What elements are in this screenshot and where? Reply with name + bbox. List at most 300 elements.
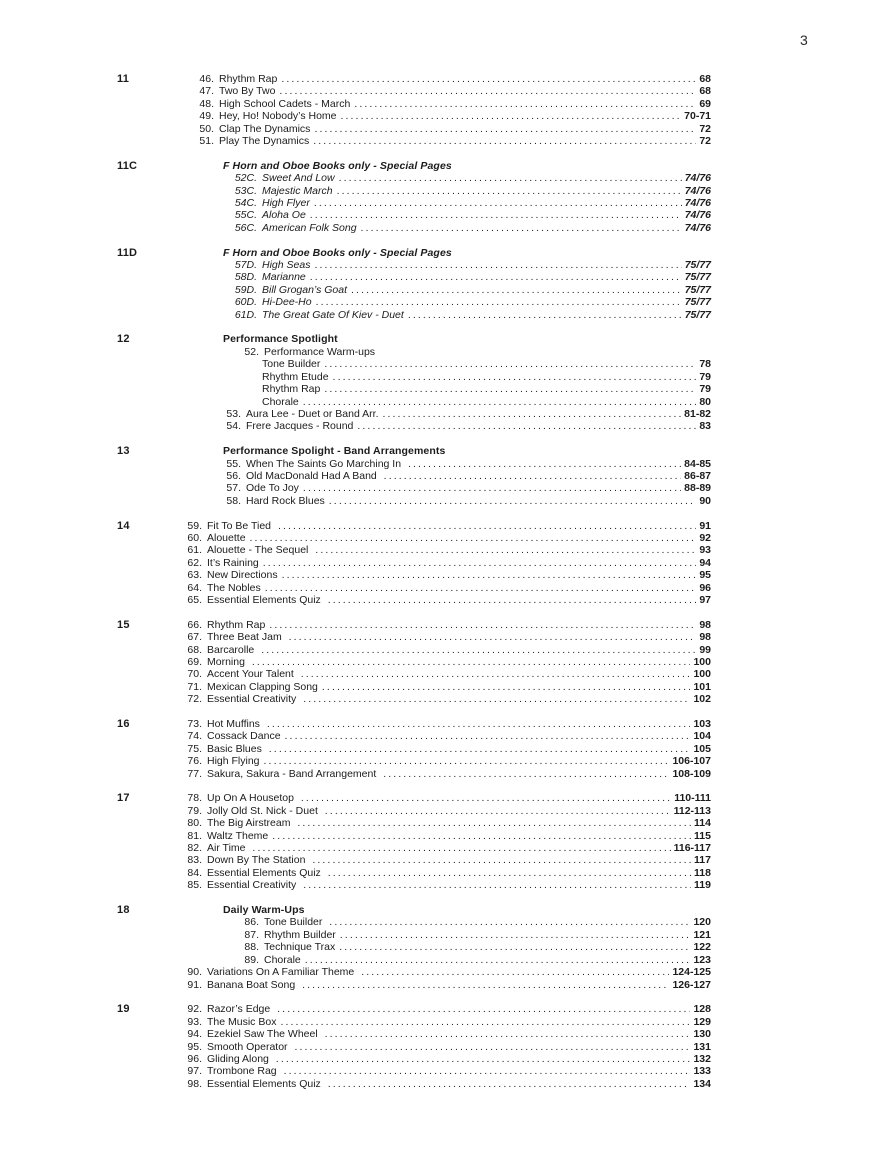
dot-leader xyxy=(305,954,691,966)
dot-leader xyxy=(328,1078,691,1090)
dot-leader xyxy=(265,582,697,594)
toc-entry xyxy=(185,209,711,221)
entry-number: 79. xyxy=(187,804,202,817)
toc-entry xyxy=(185,966,711,978)
section-rows xyxy=(185,718,711,780)
toc-entry xyxy=(185,656,711,668)
toc-entry xyxy=(185,979,711,991)
entry-title: Play The Dynamics xyxy=(219,135,310,148)
entry-number: 86. xyxy=(244,916,259,929)
dot-leader xyxy=(269,743,691,755)
entry-number: 76. xyxy=(187,755,202,768)
entry-number: 67. xyxy=(187,631,202,644)
dot-leader xyxy=(272,830,691,842)
section-header xyxy=(185,247,711,259)
dot-leader xyxy=(310,209,682,221)
dot-leader xyxy=(277,1003,690,1015)
entry-page: 134 xyxy=(693,1077,711,1090)
unit-number: 13 xyxy=(117,445,130,458)
entry-page: 105 xyxy=(693,742,711,755)
dot-leader xyxy=(408,309,682,321)
entry-number: 60. xyxy=(187,531,202,544)
toc-entry xyxy=(185,458,711,470)
section-rows xyxy=(185,619,711,706)
entry-number: 90. xyxy=(187,966,202,979)
entry-page: 72 xyxy=(699,135,711,148)
unit-number: 18 xyxy=(117,904,130,917)
toc-section xyxy=(117,904,711,991)
unit-number: 11 xyxy=(117,73,130,85)
entry-title: Rhythm Rap xyxy=(207,618,266,631)
toc-entry xyxy=(185,805,711,817)
toc-entry xyxy=(185,693,711,705)
entry-page: 110-111 xyxy=(674,792,711,805)
dot-leader xyxy=(325,805,671,817)
entry-number: 53. xyxy=(226,407,241,420)
entry-page: 90 xyxy=(699,494,711,507)
section-rows xyxy=(185,333,711,432)
dot-leader xyxy=(329,495,697,507)
entry-number: 75. xyxy=(187,742,202,755)
entry-page: 108-109 xyxy=(672,767,711,780)
entry-number: 48. xyxy=(199,97,214,110)
section-header xyxy=(185,160,711,172)
entry-page: 75/77 xyxy=(684,283,711,296)
entry-title: Three Beat Jam xyxy=(207,631,285,644)
section-header-text: Daily Warm-Ups xyxy=(223,904,305,917)
entry-number: 60D. xyxy=(234,296,257,309)
entry-page: 74/76 xyxy=(684,184,711,197)
entry-title: Frere Jacques - Round xyxy=(246,420,354,433)
toc-entry xyxy=(185,755,711,767)
entry-number: 73. xyxy=(187,718,202,731)
entry-page: 68 xyxy=(699,73,711,85)
dot-leader xyxy=(408,458,681,470)
entry-number: 88. xyxy=(244,941,259,954)
toc-entry xyxy=(185,284,711,296)
entry-title: Chorale xyxy=(264,953,301,966)
dot-leader xyxy=(264,755,670,767)
dot-leader xyxy=(337,185,682,197)
entry-title: Essential Creativity xyxy=(207,693,300,706)
dot-leader xyxy=(383,768,669,780)
entry-title: Banana Boat Song xyxy=(207,978,299,991)
toc-entry xyxy=(185,197,711,209)
entry-number: 59D. xyxy=(234,283,257,296)
dot-leader xyxy=(314,197,682,209)
dot-leader xyxy=(301,792,671,804)
entry-title: Air Time xyxy=(207,842,249,855)
dot-leader xyxy=(314,123,696,135)
dot-leader xyxy=(333,371,697,383)
entry-title: The Music Box xyxy=(207,1015,277,1028)
entry-number: 84. xyxy=(187,866,202,879)
entry-title: Essential Elements Quiz xyxy=(207,1077,324,1090)
entry-page: 91 xyxy=(699,519,711,532)
entry-title: Hey, Ho! Nobody’s Home xyxy=(219,110,337,123)
entry-number: 92. xyxy=(187,1003,202,1016)
dot-leader xyxy=(269,619,696,631)
dot-leader xyxy=(340,929,691,941)
entry-page: 103 xyxy=(693,718,711,731)
toc-entry xyxy=(185,569,711,581)
dot-leader xyxy=(357,420,696,432)
entry-title: Marianne xyxy=(262,271,306,284)
toc-entry xyxy=(185,681,711,693)
dot-leader xyxy=(328,867,691,879)
dot-leader xyxy=(328,594,697,606)
entry-page: 129 xyxy=(693,1015,711,1028)
entry-title: Tone Builder xyxy=(264,916,326,929)
entry-title: Alouette - The Sequel xyxy=(207,544,312,557)
entry-title: Mexican Clapping Song xyxy=(207,680,318,693)
dot-leader xyxy=(339,172,682,184)
entry-page: 75/77 xyxy=(684,271,711,284)
dot-leader xyxy=(322,681,691,693)
entry-title: Essential Creativity xyxy=(207,879,300,892)
entry-title: Rhythm Rap xyxy=(262,383,321,396)
dot-leader xyxy=(252,656,691,668)
entry-page: 102 xyxy=(693,693,711,706)
entry-number: 71. xyxy=(187,680,202,693)
entry-number: 57D. xyxy=(234,259,257,272)
toc-section xyxy=(117,619,711,706)
unit-number: 11D xyxy=(117,246,138,259)
entry-page: 101 xyxy=(693,680,711,693)
section-rows xyxy=(185,247,711,321)
toc-entry xyxy=(185,532,711,544)
entry-page: 116-117 xyxy=(673,842,711,855)
entry-number: 57. xyxy=(226,482,241,495)
toc-entry xyxy=(185,383,711,395)
entry-page: 131 xyxy=(693,1040,711,1053)
dot-leader xyxy=(252,842,670,854)
entry-number: 54C. xyxy=(234,197,257,210)
entry-page: 88-89 xyxy=(684,482,711,495)
entry-page: 132 xyxy=(693,1052,711,1065)
entry-title: Razor’s Edge xyxy=(207,1003,274,1016)
entry-number: 80. xyxy=(187,817,202,830)
toc-entry xyxy=(185,222,711,234)
entry-page: 99 xyxy=(699,643,711,656)
entry-page: 70-71 xyxy=(684,110,711,123)
dot-leader xyxy=(312,854,691,866)
entry-page: 97 xyxy=(699,593,711,606)
entry-number: 89. xyxy=(244,953,259,966)
entry-page: 83 xyxy=(699,420,711,433)
toc-entry xyxy=(185,110,711,122)
toc-entry xyxy=(185,470,711,482)
dot-leader xyxy=(301,668,691,680)
section-header xyxy=(185,445,711,457)
dot-leader xyxy=(282,569,697,581)
entry-title: Old MacDonald Had A Band xyxy=(246,469,380,482)
toc-section xyxy=(117,73,711,147)
entry-title: Technique Trax xyxy=(264,941,336,954)
entry-page: 133 xyxy=(693,1065,711,1078)
dot-leader xyxy=(361,966,669,978)
entry-title: Essential Elements Quiz xyxy=(207,593,324,606)
toc-entry xyxy=(185,1041,711,1053)
toc-entry xyxy=(185,879,711,891)
entry-number: 68. xyxy=(187,643,202,656)
section-header-text: F Horn and Oboe Books only - Special Pages xyxy=(223,159,452,172)
entry-page: 86-87 xyxy=(684,469,711,482)
toc-entry xyxy=(185,582,711,594)
dot-leader xyxy=(250,532,697,544)
toc-entry xyxy=(185,123,711,135)
entry-page: 74/76 xyxy=(684,221,711,234)
entry-number: 52C. xyxy=(234,172,257,185)
entry-page: 79 xyxy=(699,370,711,383)
dot-leader xyxy=(303,482,681,494)
toc-entry xyxy=(185,730,711,742)
entry-title: American Folk Song xyxy=(262,221,357,234)
entry-page: 74/76 xyxy=(684,209,711,222)
entry-number: 95. xyxy=(187,1040,202,1053)
toc-entry xyxy=(185,1053,711,1065)
entry-number: 69. xyxy=(187,656,202,668)
entry-page: 128 xyxy=(693,1003,711,1016)
entry-number: 77. xyxy=(187,767,202,780)
entry-number: 87. xyxy=(244,928,259,941)
toc-entry xyxy=(185,1016,711,1028)
toc-entry xyxy=(185,792,711,804)
entry-number: 64. xyxy=(187,581,202,594)
section-rows xyxy=(185,160,711,234)
entry-page: 124-125 xyxy=(672,966,711,979)
entry-page: 120 xyxy=(693,916,711,929)
toc-entry xyxy=(185,135,711,147)
dot-leader xyxy=(289,631,697,643)
entry-number: 49. xyxy=(199,110,214,123)
dot-leader xyxy=(324,383,696,395)
unit-number: 14 xyxy=(117,519,130,532)
toc-entry xyxy=(185,817,711,829)
toc-entry xyxy=(185,1003,711,1015)
toc-entry xyxy=(185,420,711,432)
toc-entry xyxy=(185,768,711,780)
entry-number: 93. xyxy=(187,1015,202,1028)
entry-number: 62. xyxy=(187,556,202,569)
toc-entry xyxy=(185,73,711,85)
entry-title: Rhythm Builder xyxy=(264,928,336,941)
entry-page: 69 xyxy=(699,97,711,110)
toc-entry xyxy=(185,954,711,966)
entry-title: Morning xyxy=(207,656,248,668)
entry-title: Fit To Be Tied xyxy=(207,519,274,532)
unit-number: 19 xyxy=(117,1003,130,1016)
toc-section xyxy=(117,160,711,234)
entry-number: 55. xyxy=(226,457,241,470)
entry-page: 92 xyxy=(699,531,711,544)
unit-number: 12 xyxy=(117,333,130,346)
entry-number: 97. xyxy=(187,1065,202,1078)
toc-entry xyxy=(185,854,711,866)
entry-number: 51. xyxy=(199,135,214,148)
entry-title: High Seas xyxy=(262,259,311,272)
entry-number: 55C. xyxy=(234,209,257,222)
toc-section xyxy=(117,1003,711,1090)
toc-entry xyxy=(185,631,711,643)
unit-number: 16 xyxy=(117,718,130,731)
entry-title: Rhythm Rap xyxy=(219,73,278,85)
entry-page: 94 xyxy=(699,556,711,569)
entry-title: Sakura, Sakura - Band Arrangement xyxy=(207,767,380,780)
dot-leader xyxy=(302,979,669,991)
entry-number: 50. xyxy=(199,122,214,135)
entry-number: 52. xyxy=(244,345,259,358)
entry-page: 68 xyxy=(699,85,711,98)
entry-title: Two By Two xyxy=(219,85,276,98)
entry-title: Hard Rock Blues xyxy=(246,494,325,507)
toc-entry xyxy=(185,396,711,408)
toc-entry xyxy=(185,544,711,556)
toc-entry xyxy=(185,594,711,606)
entry-page: 93 xyxy=(699,544,711,557)
entry-page: 95 xyxy=(699,569,711,582)
toc-entry xyxy=(185,557,711,569)
toc-entry xyxy=(185,1028,711,1040)
entry-page: 75/77 xyxy=(684,259,711,272)
dot-leader xyxy=(294,1041,690,1053)
toc-entry xyxy=(185,941,711,953)
dot-leader xyxy=(297,817,691,829)
dot-leader xyxy=(324,358,696,370)
toc-entry xyxy=(185,185,711,197)
entry-title: Basic Blues xyxy=(207,742,265,755)
entry-title: Ode To Joy xyxy=(246,482,299,495)
dot-leader xyxy=(383,408,682,420)
entry-page: 130 xyxy=(693,1028,711,1041)
entry-page: 122 xyxy=(693,941,711,954)
entry-number: 47. xyxy=(199,85,214,98)
entry-title: Waltz Theme xyxy=(207,829,269,842)
entry-number: 98. xyxy=(187,1077,202,1090)
entry-number: 85. xyxy=(187,879,202,892)
table-of-contents xyxy=(117,73,711,1090)
entry-title: High Flying xyxy=(207,755,260,768)
entry-number: 70. xyxy=(187,668,202,681)
entry-page: 81-82 xyxy=(684,407,711,420)
entry-page: 100 xyxy=(693,668,711,681)
dot-leader xyxy=(313,135,696,147)
entry-page: 106-107 xyxy=(672,755,711,768)
toc-section xyxy=(117,445,711,507)
section-header xyxy=(185,333,711,345)
entry-number: 46. xyxy=(199,73,214,85)
entry-page: 75/77 xyxy=(684,296,711,309)
entry-title: Ezekiel Saw The Wheel xyxy=(207,1028,321,1041)
entry-title: Accent Your Talent xyxy=(207,668,297,681)
dot-leader xyxy=(384,470,681,482)
dot-leader xyxy=(339,941,690,953)
toc-entry xyxy=(185,668,711,680)
dot-leader xyxy=(303,879,691,891)
dot-leader xyxy=(280,1016,690,1028)
entry-title: Jolly Old St. Nick - Duet xyxy=(207,804,321,817)
entry-title: Bill Grogan’s Goat xyxy=(262,283,348,296)
dot-leader xyxy=(314,259,681,271)
dot-leader xyxy=(276,1053,691,1065)
entry-number: 61D. xyxy=(234,308,257,321)
toc-entry xyxy=(185,743,711,755)
toc-entry xyxy=(185,495,711,507)
entry-number: 58. xyxy=(226,494,241,507)
entry-title: New Directions xyxy=(207,569,278,582)
dot-leader xyxy=(315,544,696,556)
entry-title: Smooth Operator xyxy=(207,1040,291,1053)
toc-entry xyxy=(185,619,711,631)
entry-title: Aloha Oe xyxy=(262,209,306,222)
entry-page: 123 xyxy=(693,953,711,966)
dot-leader xyxy=(281,73,696,85)
section-rows xyxy=(185,73,711,147)
section-header-text: Performance Spotlight xyxy=(223,333,338,346)
entry-page: 115 xyxy=(694,829,711,842)
toc-entry xyxy=(185,85,711,97)
entry-page: 112-113 xyxy=(673,804,711,817)
entry-page: 74/76 xyxy=(684,172,711,185)
entry-page: 98 xyxy=(699,631,711,644)
dot-leader xyxy=(310,271,682,283)
entry-title: High School Cadets - March xyxy=(219,97,351,110)
dot-leader xyxy=(284,1065,691,1077)
toc-entry xyxy=(185,172,711,184)
section-rows xyxy=(185,1003,711,1090)
section-rows xyxy=(185,792,711,891)
entry-title: When The Saints Go Marching In xyxy=(246,457,404,470)
entry-title: Majestic March xyxy=(262,184,333,197)
toc-entry xyxy=(185,482,711,494)
toc-entry xyxy=(185,358,711,370)
entry-number: 72. xyxy=(187,693,202,706)
entry-title: Trombone Rag xyxy=(207,1065,280,1078)
entry-number: 63. xyxy=(187,569,202,582)
section-header-text: Performance Spolight - Band Arrangements xyxy=(223,445,446,458)
entry-page: 119 xyxy=(694,879,711,892)
entry-number: 54. xyxy=(226,420,241,433)
entry-title: The Big Airstream xyxy=(207,817,294,830)
toc-entry xyxy=(185,346,711,358)
entry-title: Chorale xyxy=(262,395,299,408)
section-rows xyxy=(185,904,711,991)
entry-number: 78. xyxy=(187,792,202,805)
toc-entry xyxy=(185,371,711,383)
entry-page: 79 xyxy=(699,383,711,396)
entry-page: 78 xyxy=(699,358,711,371)
entry-title: Hi-Dee-Ho xyxy=(262,296,312,309)
entry-number: 74. xyxy=(187,730,202,743)
toc-section xyxy=(117,247,711,321)
toc-entry xyxy=(185,296,711,308)
entry-number: 58D. xyxy=(234,271,257,284)
entry-page: 126-127 xyxy=(672,978,711,991)
toc-entry xyxy=(185,718,711,730)
entry-title: Gliding Along xyxy=(207,1052,272,1065)
entry-number: 66. xyxy=(187,618,202,631)
toc-section xyxy=(117,333,711,432)
entry-title: Rhythm Etude xyxy=(262,370,329,383)
section-header xyxy=(185,904,711,916)
page-number: 3 xyxy=(800,32,808,48)
entry-title: High Flyer xyxy=(262,197,310,210)
dot-leader xyxy=(261,644,696,656)
entry-title: Down By The Station xyxy=(207,854,309,867)
entry-title: Hot Muffins xyxy=(207,718,263,731)
entry-page: 72 xyxy=(699,122,711,135)
entry-number: 82. xyxy=(187,842,202,855)
